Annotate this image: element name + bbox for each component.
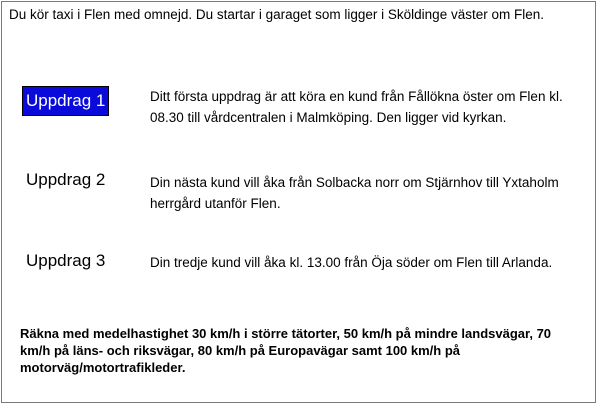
tab-uppdrag-3[interactable]: Uppdrag 3 bbox=[26, 251, 106, 270]
content-frame bbox=[1, 1, 596, 403]
intro-text: Du kör taxi i Flen med omnejd. Du startar i garaget som ligger i Sköldinge väster om Flen. bbox=[9, 7, 544, 22]
tab-uppdrag-2[interactable]: Uppdrag 2 bbox=[26, 170, 106, 189]
speed-note: Räkna med medelhastighet 30 km/h i större tätorter, 50 km/h på mindre landsvägar, 70 km/h på läns- och riksvägar, 80 km/h på Europavägar samt 100 km/h på motorväg/motortrafikleder. bbox=[20, 326, 552, 375]
assignment-2-description: Din nästa kund vill åka från Solbacka norr om Stjärnhov till Yxtaholm herrgård utanför Flen. bbox=[150, 175, 559, 211]
assignment-3-description: Din tredje kund vill åka kl. 13.00 från Öja söder om Flen till Arlanda. bbox=[150, 255, 553, 270]
tab-uppdrag-1[interactable]: Uppdrag 1 bbox=[22, 86, 109, 116]
assignment-1-description: Ditt första uppdrag är att köra en kund från Fållökna öster om Flen kl. 08.30 till vårdcentralen i Malmköping. Den ligger vid kyrkan. bbox=[150, 89, 563, 125]
